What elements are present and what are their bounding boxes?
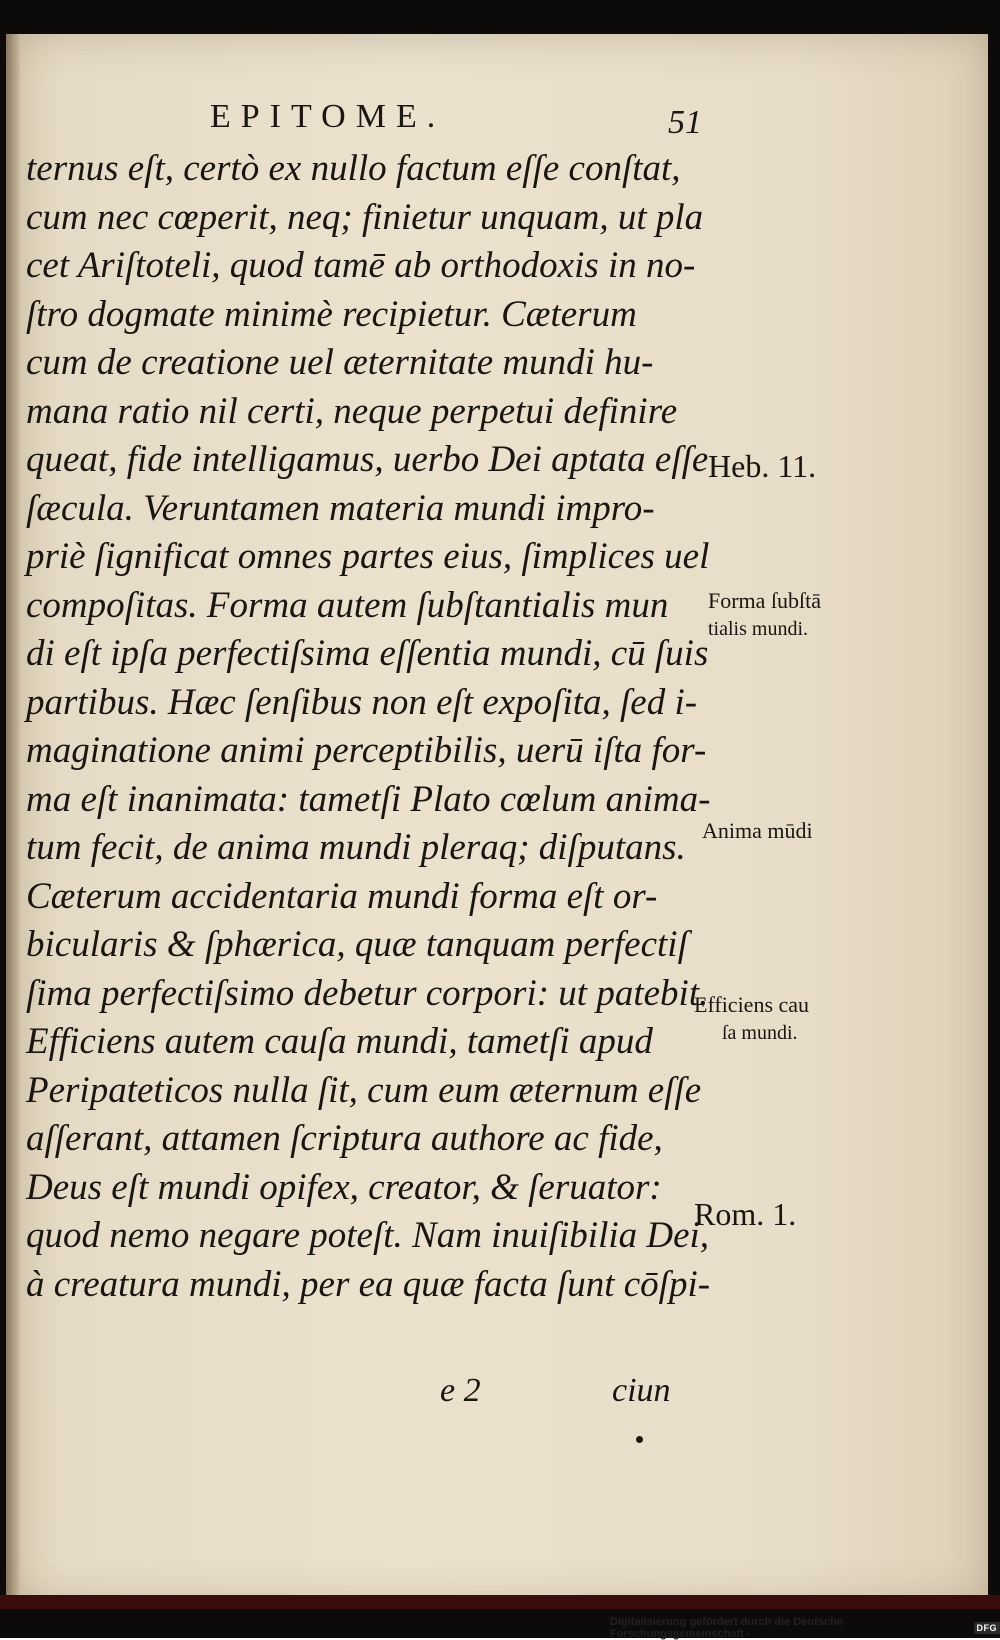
- page-bottom-edge: [0, 1595, 1000, 1609]
- text-line: Cæterum accidentaria mundi forma eſt or-: [26, 873, 736, 922]
- credit-text: Digitalisierung gefördert durch die Deutsche Forschungsgemeinschaft -: [610, 1616, 970, 1640]
- text-line: compoſitas. Forma autem ſubſtantialis mun: [26, 582, 736, 631]
- text-line: Peripateticos nulla ſit, cum eum æternum eſſe: [26, 1067, 736, 1116]
- marginal-note-efficiens-line1: Efficiens cau: [694, 992, 809, 1018]
- text-line: partibus. Hæc ſenſibus non eſt expoſita, ſed i-: [26, 679, 736, 728]
- marginal-note-rom: Rom. 1.: [694, 1196, 796, 1233]
- text-line: ſima perfectiſsimo debetur corpori: ut patebit.: [26, 970, 736, 1019]
- marginal-note-efficiens-line2: ſa mundi.: [722, 1022, 798, 1045]
- text-line: cum nec cœperit, neq; finietur unquam, ut pla: [26, 194, 736, 243]
- text-line: queat, fide intelligamus, uerbo Dei aptata eſſe: [26, 436, 736, 485]
- text-line: priè ſignificat omnes partes eius, ſimplices uel: [26, 533, 736, 582]
- text-line: cum de creatione uel æternitate mundi hu-: [26, 339, 736, 388]
- body-text: [26, 145, 736, 1309]
- text-line: quod nemo negare poteſt. Nam inuiſibilia Dei,: [26, 1212, 736, 1261]
- dfg-logo: DFG: [974, 1622, 1000, 1634]
- text-line: bicularis & ſphærica, quæ tanquam perfectiſ: [26, 921, 736, 970]
- text-line: ſtro dogmate minimè recipietur. Cæterum: [26, 291, 736, 340]
- text-line: aſſerant, attamen ſcriptura authore ac fide,: [26, 1115, 736, 1164]
- text-line: à creatura mundi, per ea quæ facta ſunt cōſpi-: [26, 1261, 736, 1310]
- signature-mark: e 2: [440, 1372, 481, 1410]
- page-gutter-shadow: [6, 34, 20, 1602]
- marginal-note-anima: Anima mūdi: [702, 818, 813, 844]
- ink-dot: [636, 1436, 643, 1443]
- marginal-note-heb: Heb. 11.: [708, 448, 816, 485]
- text-line: cet Ariſtoteli, quod tamē ab orthodoxis in no-: [26, 242, 736, 291]
- catchword: ciun: [612, 1372, 671, 1410]
- marginal-note-forma-line2: tialis mundi.: [708, 618, 808, 641]
- text-line: mana ratio nil certi, neque perpetui definire: [26, 388, 736, 437]
- text-line: Deus eſt mundi opifex, creator, & ſeruator:: [26, 1164, 736, 1213]
- text-line: Efficiens autem cauſa mundi, tametſi apud: [26, 1018, 736, 1067]
- text-line: maginatione animi perceptibilis, uerū iſta for-: [26, 727, 736, 776]
- page-number: 51: [668, 104, 702, 142]
- text-line: tum fecit, de anima mundi pleraq; diſputans.: [26, 824, 736, 873]
- text-line: ſæcula. Veruntamen materia mundi impro-: [26, 485, 736, 534]
- text-line: di eſt ipſa perfectiſsima eſſentia mundi, cū ſuis: [26, 630, 736, 679]
- marginal-note-forma-line1: Forma ſubſtā: [708, 588, 821, 614]
- text-line: ma eſt inanimata: tametſi Plato cœlum anima-: [26, 776, 736, 825]
- running-head: EPITOME.: [210, 98, 445, 136]
- text-line: ternus eſt, certò ex nullo factum eſſe conſtat,: [26, 145, 736, 194]
- digitization-credit: [610, 1617, 1000, 1638]
